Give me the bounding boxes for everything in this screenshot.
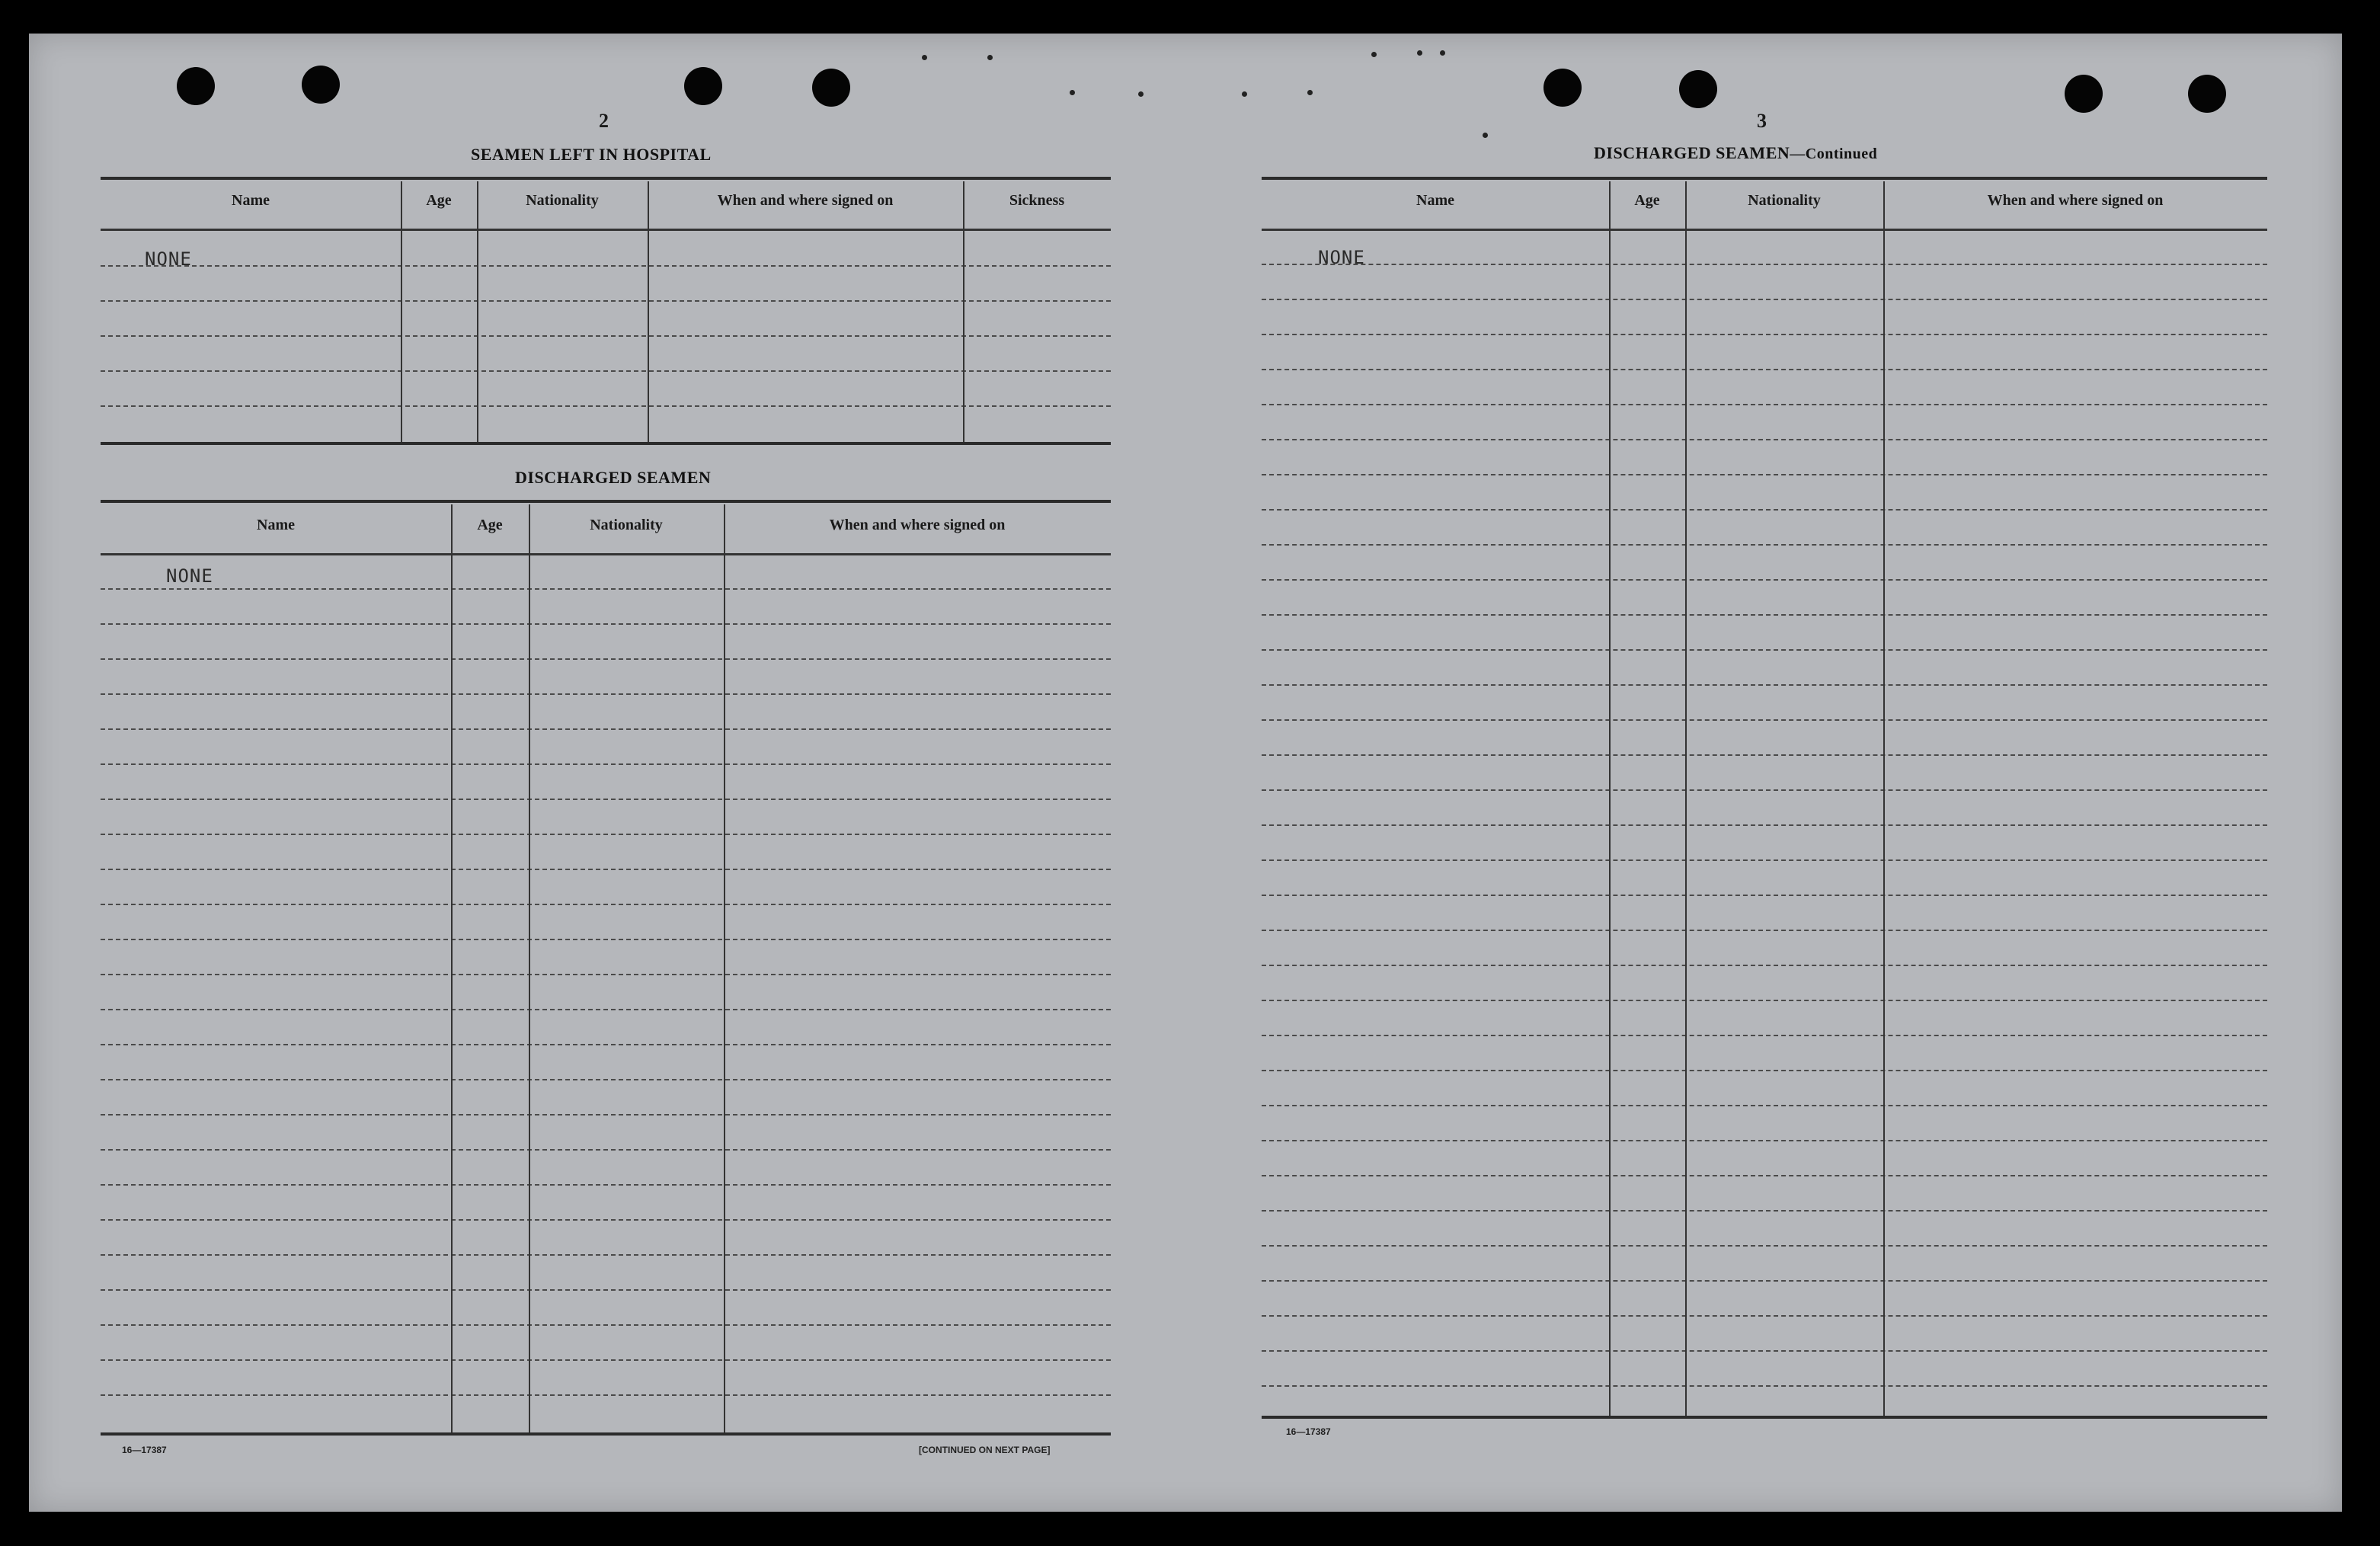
discharged-entry-none: NONE (166, 565, 213, 587)
section-title-suffix: —Continued (1790, 146, 1878, 162)
column-header-name: Name (257, 517, 295, 533)
column-header-signed-on: When and where signed on (829, 517, 1006, 533)
page-number: 3 (1757, 110, 1767, 132)
section-title-hospital: SEAMEN LEFT IN HOSPITAL (471, 145, 712, 164)
column-header-age: Age (477, 517, 503, 533)
punch-hole (302, 66, 340, 104)
column-header-signed-on: When and where signed on (717, 192, 894, 209)
column-header-signed-on: When and where signed on (1987, 192, 2164, 209)
column-header-age: Age (426, 192, 452, 209)
column-header-name: Name (1416, 192, 1454, 209)
column-header-nationality: Nationality (590, 517, 663, 533)
speck (1307, 90, 1313, 95)
form-number: 16—17387 (122, 1445, 167, 1455)
section-title-discharged: DISCHARGED SEAMEN (515, 468, 712, 487)
punch-hole (1543, 69, 1582, 107)
column-header-sickness: Sickness (1009, 192, 1065, 209)
speck (1440, 50, 1445, 56)
punch-hole (684, 67, 722, 105)
column-header-nationality: Nationality (526, 192, 599, 209)
discharged-continued-table (1262, 177, 2267, 1420)
column-header-nationality: Nationality (1748, 192, 1821, 209)
form-number: 16—17387 (1286, 1426, 1331, 1437)
column-header-age: Age (1634, 192, 1660, 209)
speck (1371, 52, 1377, 57)
punch-hole (2065, 75, 2103, 113)
page-number: 2 (599, 110, 609, 132)
speck (1138, 91, 1144, 97)
speck (1070, 90, 1075, 95)
speck (1483, 133, 1488, 138)
hospital-entry-none: NONE (145, 248, 192, 270)
discharged-continued-entry-none: NONE (1318, 247, 1365, 268)
punch-hole (812, 69, 850, 107)
punch-hole (1679, 70, 1717, 108)
speck (1417, 50, 1422, 56)
section-title-text: DISCHARGED SEAMEN (1594, 143, 1790, 162)
continued-note: [CONTINUED ON NEXT PAGE] (919, 1445, 1051, 1455)
column-header-name: Name (232, 192, 270, 209)
section-title-discharged-continued (1594, 143, 1877, 163)
speck (922, 55, 927, 60)
speck (987, 55, 993, 60)
speck (1242, 91, 1247, 97)
discharged-table (101, 500, 1111, 1439)
punch-hole (177, 67, 215, 105)
punch-hole (2188, 75, 2226, 113)
hospital-table (101, 177, 1111, 447)
